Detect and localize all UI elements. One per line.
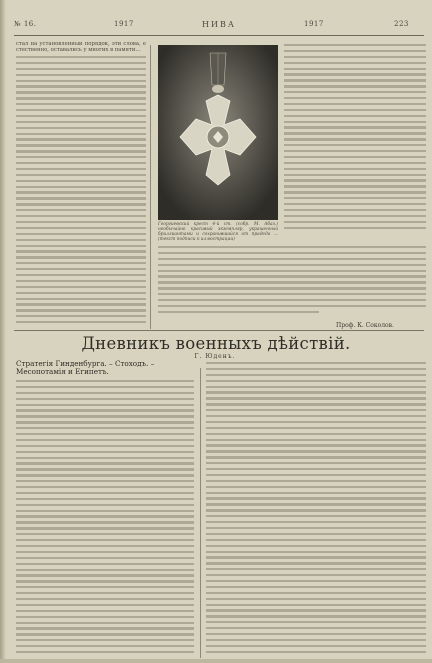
page-header: [14, 20, 424, 34]
section-rule: [14, 330, 424, 331]
journal-name: НИВА: [202, 20, 236, 29]
author-signature: Проф. К. Соколов.: [336, 322, 394, 329]
header-rule: [14, 35, 424, 36]
header-year-left: 1917: [114, 20, 134, 28]
wide-text-below-figure: [158, 246, 426, 318]
issue-number: № 16.: [14, 20, 37, 28]
section-title: Дневникъ военныхъ дѣйствій.: [81, 334, 351, 353]
right-column-text-upper: [284, 44, 426, 234]
page-bottom-edge: [0, 659, 432, 663]
left-column-text: [16, 56, 146, 328]
section-strap: Стратегія Гинденбурга. – Стоходъ. – Месопотамія и Египетъ.: [16, 359, 155, 376]
column-divider-top: [150, 45, 151, 329]
diary-left-column-text: [16, 380, 194, 658]
page-edge: [0, 0, 6, 663]
left-col-first-line: стал на установленный порядок, эти слова, естественно, оставались у многих в памяти…: [16, 42, 146, 53]
page-number: 223: [394, 20, 409, 28]
diary-right-column-text: [206, 362, 426, 658]
order-cross-photograph: [158, 45, 278, 220]
order-of-st-george-cross-icon: [158, 45, 278, 220]
figure-caption: Георгиевский крест 4-й ст. (собр. М. Абаз.) необычайно красивый экземпляр, украшенный бриллиантами и сохранившийся от прадеда … (текст подписи к иллюстрации): [158, 222, 278, 242]
section-byline: Г. Юденъ.: [194, 353, 236, 360]
header-year-right: 1917: [304, 20, 324, 28]
column-divider-bottom: [200, 368, 201, 658]
